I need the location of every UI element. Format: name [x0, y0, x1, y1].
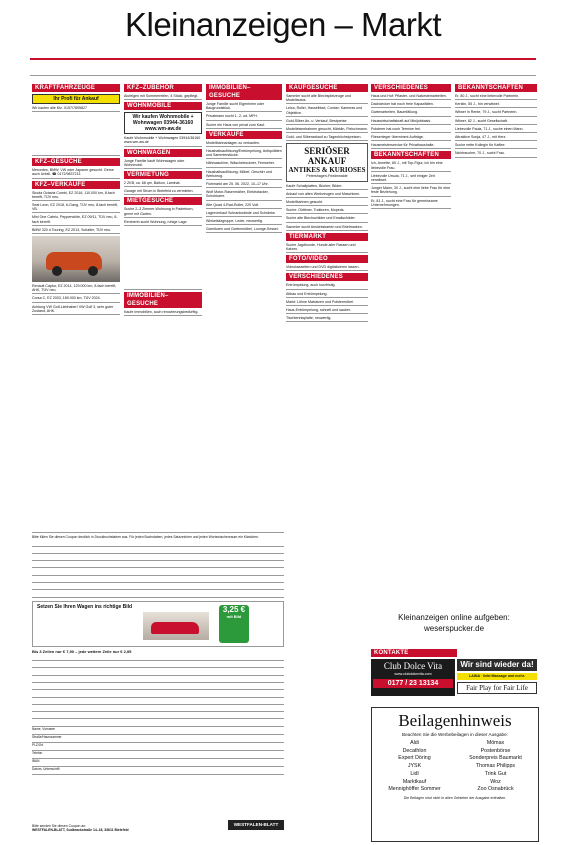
classified-ad: Lagerverkauf Schrankwände und Schränke. [206, 211, 282, 217]
classified-ad: Dachdecker hat noch freie Kapazitäten. [371, 102, 451, 108]
photo-ad-banner [32, 601, 284, 647]
price-line: Bis 3 Zeilen nur € 7,90 – jede weitere Zeile nur € 2,95 [32, 648, 132, 654]
beilagen-footer: Die Beilagen sind nicht in allen Gebieten der Ausgabe enthalten. [403, 795, 507, 800]
westfalen-blatt-logo: WESTFALEN-BLATT [228, 820, 284, 830]
classified-ad: Leica, Rollei, Hasselblad, Contax: Kameras und Objektive. [286, 106, 368, 116]
section-header: KFZ–ZUBEHÖR [124, 84, 202, 92]
classified-ad: Corsa C, EZ 2003, 169.000 km, TÜV 2024. [32, 296, 120, 302]
classified-ad: Nähmaschine, Wäschetrockner, Fernseher. [206, 161, 282, 167]
classified-ad: Junge Familie sucht Eigenheim oder Baugrundstück. [206, 102, 282, 112]
beilage-item: Mennighöffer Sommer [388, 786, 441, 793]
car-photo [32, 236, 120, 282]
section-header: KRAFTFAHRZEUGE [32, 84, 120, 92]
kontakte-row [371, 659, 537, 696]
classified-ad: Modelleisenbahnen gesucht, Märklin, Fleischmann. [286, 127, 368, 133]
classified-ad: Gold-Silber An- u. Verkauf, Bestpreise. [286, 119, 368, 125]
coupon-field[interactable]: PLZ/Ort [32, 743, 284, 751]
classified-ad: Wir kaufen alle Kfz. 0157/7895827 [32, 106, 120, 112]
kontakte-section [371, 649, 537, 696]
address-line-2: WESTFALEN-BLATT, Sudbrackstraße 14–18, 33611 Bielefeld [32, 827, 129, 832]
classified-ad: Alufelgen mit Sommerreifen, 4 Stück, gepflegt. [124, 94, 202, 100]
classified-ad: 2 ZKB, ca. 68 qm, Balkon, Laminat. [124, 181, 202, 187]
classified-ad: Flohmarkt am 25. 06. 2022, 10–17 Uhr. [206, 182, 282, 188]
beilage-item: Aldi [410, 740, 419, 746]
classified-ad: Kaufe Schallplatten, Bücher, Bilder. [286, 184, 368, 190]
beilage-item: JYSK [407, 763, 422, 770]
beilagen-subtitle: Beachten Sie die Werbebeilagen in dieser Ausgabe: [402, 732, 508, 737]
section-header: IMMOBILIEN–GESUCHE [206, 84, 282, 100]
classified-ad: Suche alte Blechschilder und Emailschilder. [286, 216, 368, 222]
classified-ad: Junger Mann, 30 J., sucht eine liebe Frau für eine feste Beziehung. [371, 186, 451, 196]
club-name: Club Dolce Vita [383, 661, 443, 671]
section-header: VERSCHIEDENES [286, 273, 368, 281]
classified-ad: Junge Familie kauft Wohnwagen oder Wohnmobil. [124, 159, 202, 169]
classified-ad: Liebevolle Paula, 71 J., suche einen Mann. [455, 127, 537, 133]
section-header: KONTAKTE [371, 649, 457, 657]
classified-ad: Haus und Hof: Pflaster- und Natursteinarbeiten. [371, 94, 451, 100]
classified-ad: Markt: Löhne Matratzen und Polstermöbel. [286, 300, 368, 306]
classified-ad: BMW 320 d Touring, EZ 2013, Schalter, TÜV neu. [32, 228, 120, 234]
coupon-field[interactable]: IBAN [32, 759, 284, 767]
classified-ad: Privatmann sucht 1- 2- od. MFH. [206, 114, 282, 120]
wirsind-ad: Wir sind wieder da! [457, 659, 537, 671]
classified-ad: Renault Captur, EZ 2014, 129.000 km, 8-fach bereift, AHK, TÜV neu. [32, 284, 120, 294]
section-header: BEKANNTSCHAFTEN [371, 151, 451, 159]
order-coupon [32, 532, 284, 840]
classified-ad: Altbau und Entrümpelung. [286, 292, 368, 298]
section-header: VERKÄUFE [206, 131, 282, 139]
coupon-intro: Bitte füllen Sie diesen Coupon deutlich in Druckbuchstaben aus. Für jeden Buchstaben, jedes Satzzeichen und jeden Wortzwischenraum ein Kästchen. [32, 532, 284, 539]
page-title: Kleinanzeigen – Markt [124, 6, 442, 43]
beilage-item: Thomas Philipps [475, 763, 516, 770]
beilagen-box [371, 707, 539, 842]
beilage-item: Sonderpreis Baumarkt [469, 755, 522, 762]
section-header: TIERMARKT [286, 233, 368, 241]
beilage-item: Lidl [410, 770, 419, 777]
classified-ad: Hauswirtschaftskraft auf Minijobbasis. [371, 119, 451, 125]
classified-ad: Tischtennisplatte, neuwertig. [286, 316, 368, 322]
beilage-item: Zoo Osnabrück [477, 786, 514, 793]
banner-car-image [143, 612, 209, 640]
beilage-item: Marktkauf [402, 778, 427, 785]
column-kraftfahrzeuge [32, 84, 120, 317]
column-kaufgesuche [286, 84, 368, 324]
classified-ad: Kerstin, 55 J., bin verwitwet. [455, 102, 537, 108]
section-header: VERSCHIEDENES [371, 84, 451, 92]
coupon-field[interactable]: Straße/Hausnummer [32, 735, 284, 743]
kontakte-right [457, 659, 537, 696]
classified-ad: Garnituren und Gartenmöbel, Lounge-Sessel. [206, 227, 282, 233]
classified-ad: Nichtraucher, 70 J., sucht Frau. [455, 151, 537, 157]
classified-ad: Attraktive Sonja, 47 J., mit Herz. [455, 135, 537, 141]
sub-rule [30, 75, 536, 76]
beilage-item: Woz [490, 778, 501, 785]
classified-ad: Gartenarbeiten, Baumfällung. [371, 110, 451, 116]
ad-box: Wir kaufen Wohnmobile + Wohnwagen 03944-36160 www.wm-aw.de [124, 112, 202, 134]
classified-ad: Winkelsitzgruppe, Leder, neuwertig. [206, 219, 282, 225]
classified-ad: Polsterer hat noch Termine frei. [371, 127, 451, 133]
beilagen-title: Beilagenhinweis [398, 711, 512, 730]
column-verschiedenes [371, 84, 451, 211]
classified-ad: Modellbahnen gesucht. [286, 200, 368, 206]
classified-ad: Suche Jagdhunde, Hunde aller Rassen und Katzen. [286, 243, 368, 253]
column-immobilien [206, 84, 282, 235]
classified-ad: Kaufe Immobilien, auch renovierungsbedürftig. [124, 310, 202, 316]
section-header: FOTO/VIDEO [286, 255, 368, 263]
beilage-item: Decathlon [402, 747, 427, 754]
classified-ad: Haus-Entrümpelung, schnell und sauber. [286, 308, 368, 314]
section-header: KFZ–GESUCHE [32, 158, 120, 166]
antiques-ad-title: SERIÖSER ANKAUF [304, 146, 350, 167]
badge-price: 3,25 € [222, 604, 246, 614]
top-rule [30, 58, 536, 60]
classified-ad: Ich, Annette, 65 J., mit Top-Figur, ich bin eine liebevolle Frau. [371, 161, 451, 171]
classified-ad: Haushaltsauflösung: Möbel, Geschirr und Werkzeug. [206, 170, 282, 180]
classified-ad: Skoda Octavia Combi, EZ 2016, 110.000 km, 8-fach bereift, TÜV neu. [32, 191, 120, 201]
classified-ad: Mini One Cabrio, Pepperwhite, EZ 09/11, TÜV neu, 8-fach bereift. [32, 215, 120, 225]
classified-ad: Er, 80 J., sucht eine liebevolle Partnerin. [455, 94, 537, 100]
coupon-field[interactable]: Telefon [32, 751, 284, 759]
beilage-item: Mömax [486, 740, 505, 746]
wheel [88, 266, 98, 276]
laina-ad: LAINA · liebt Massage und mehr. [457, 673, 537, 680]
fairplay-ad: Fair Play for Fair Life [457, 682, 537, 694]
classified-ad: Rentnerin sucht Wohnung, ruhige Lage. [124, 220, 202, 226]
classified-ad: Suche 2–3 Zimmer-Wohnung in Paderborn, gerne mit Garten. [124, 207, 202, 217]
section-header: VERMIETUNG [124, 171, 202, 179]
beilage-item: Expert Döring [398, 755, 431, 762]
classified-ad: Sammler sucht alte Blechspielzeuge und Modellautos. [286, 94, 368, 104]
classified-ad: Witwer in Rente, 79 J., sucht Partnerin. [455, 110, 537, 116]
section-header: IMMOBILIEN–GESUCHE [124, 292, 202, 308]
ad-box: Ihr Profi für Ankauf [32, 94, 120, 104]
antiques-ad-location: Petershagen-Friedewalde [306, 174, 348, 179]
classified-ad: Garage mit Strom in Bielefeld zu vermieten. [124, 189, 202, 195]
classified-ad: Witwer, 82 J., sucht Gesellschaft. [455, 119, 537, 125]
classified-ad: Achtung VW Golf-Liebhaber! VW Golf 3, sehr guter Zustand, AHK. [32, 305, 120, 315]
classified-ad: Suche nette Kollegin für Kaffee. [455, 143, 537, 149]
classified-ad: Haushaltsauflösung/Entrümpelung, Antiquitäten und Sammlerstücke. [206, 149, 282, 159]
section-header: WOHNWAGEN [124, 149, 202, 157]
price-badge [219, 605, 249, 643]
classified-ad [124, 228, 202, 290]
classified-ad: Wolf Motor-Rasenmäher, Elektrotacker, Schubkarre. [206, 190, 282, 200]
classified-ad: Kaufe Wohnmobile + Wohnwagen 03944/36160 www.wm-aw.de [124, 136, 202, 146]
field-list [32, 727, 284, 775]
classified-ad [32, 114, 120, 156]
club-web: www.clubdolcevita.com [394, 672, 432, 676]
classified-ad: Er, 81 J., sucht eine Frau für gemeinsame Unternehmungen. [371, 199, 451, 209]
beilagen-list [374, 740, 536, 794]
section-header: KAUFGESUCHE [286, 84, 368, 92]
classified-ad: Fliesenleger übernimmt Aufträge. [371, 135, 451, 141]
classified-ad: Suche ein Haus von privat zum Kauf. [206, 123, 282, 129]
coupon-field[interactable]: Name, Vorname [32, 727, 284, 735]
coupon-field[interactable]: Datum, Unterschrift [32, 767, 284, 775]
classified-ad: Mercedes, BMW, VW oder Japaner gesucht. Gerne auch Unfall. ☎ 0172/9837213 [32, 168, 120, 178]
classified-ad: Suche: Oldtimer, Traktoren, Mopeds. [286, 208, 368, 214]
classified-ad: Videokassetten und DVD digitalisieren lassen. [286, 265, 368, 271]
classified-ad: Sammler sucht Ansichtskarten und Briefmarken. [286, 225, 368, 231]
coupon-lines[interactable] [32, 539, 284, 597]
classified-ad: Entrümpelung, auch kurzfristig. [286, 283, 368, 289]
classified-ad: Alte Quad 4-Rad-Roller, 220 Volt. [206, 203, 282, 209]
antiques-ad-subtitle: ANTIKES & KURIOSES [288, 166, 366, 175]
beilage-item: Trink Gut [484, 770, 507, 777]
badge-line: mit Bild [226, 613, 242, 619]
antiques-ad-box [286, 143, 368, 181]
classified-ad: Ankauf von alten Werkzeugen und Maschinen. [286, 192, 368, 198]
wheel [52, 266, 62, 276]
column-kfz-zubehoer [124, 84, 202, 318]
classified-ad: Liebevolle Ursula, 71 J., seit einiger Zeit verwitwet. [371, 174, 451, 184]
section-header: KFZ–VERKÄUFE [32, 181, 120, 189]
club-phone: 0177 / 23 13134 [373, 679, 453, 688]
banner-title: Setzen Sie Ihren Wagen ins richtige Bild [37, 603, 133, 610]
classified-ad: Modellbahnanlagen zu verkaufen. [206, 141, 282, 147]
address-line-1: Bitte senden Sie diesen Coupon an: [32, 823, 87, 828]
online-hint: Kleinanzeigen online aufgeben: weserspucker.de [398, 613, 510, 633]
classified-ad: Seat Leon, EZ 2018, 6-Gang, TÜV neu, 8-fach bereift, VB. [32, 203, 120, 213]
classified-ad: Hausmeisterservice für Privathaushalte. [371, 143, 451, 149]
coupon-lines-2[interactable] [32, 654, 284, 727]
beilage-item: Postenbörse [480, 747, 511, 754]
classified-ad: Gold- und Silberankauf zu Tageshöchstpreisen. [286, 135, 368, 141]
section-header: MIETGESUCHE [124, 197, 202, 205]
column-bekanntschaften [455, 84, 537, 160]
club-ad [371, 659, 455, 696]
section-header: WOHNMOBILE [124, 102, 202, 110]
section-header: BEKANNTSCHAFTEN [455, 84, 537, 92]
